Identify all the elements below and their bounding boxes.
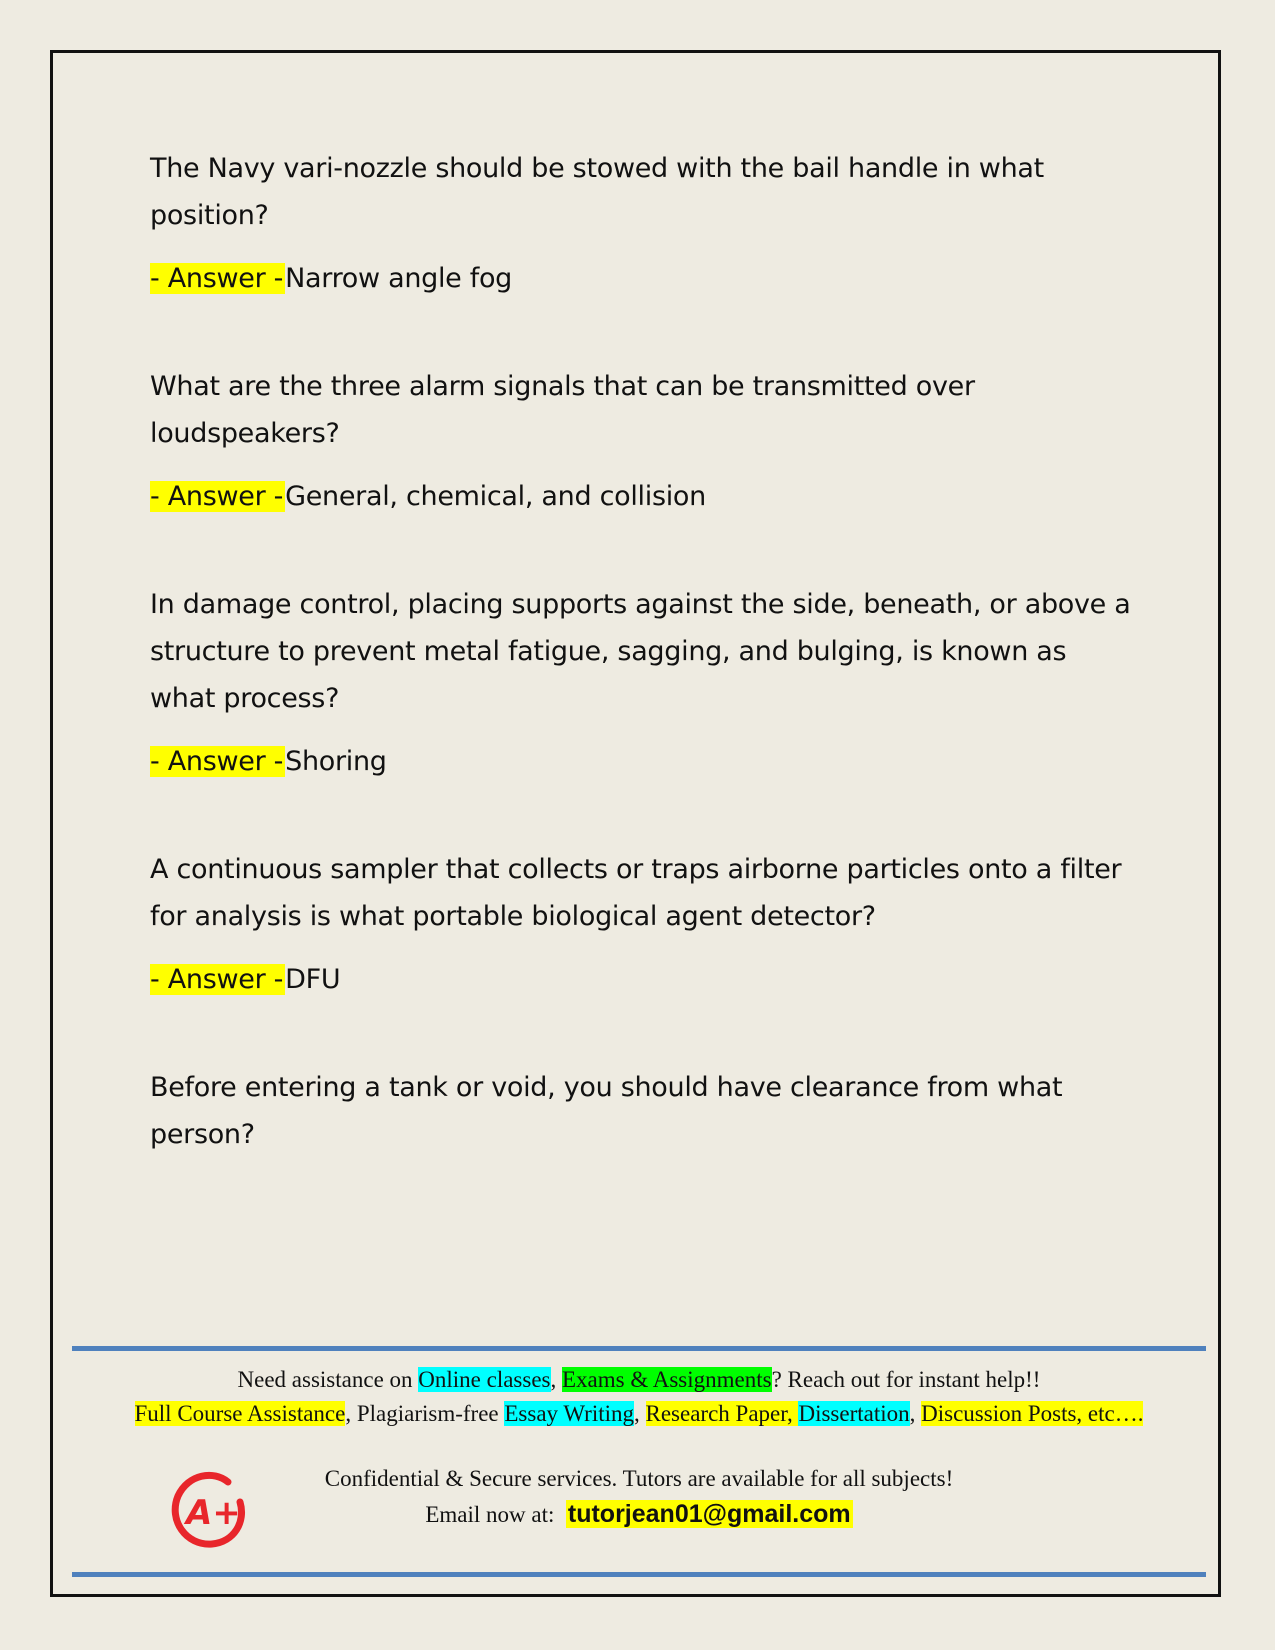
exams-assignments-link: Exams & Assignments bbox=[562, 1367, 772, 1392]
answer-label: - Answer - bbox=[150, 481, 284, 512]
answer-line bbox=[150, 742, 1135, 782]
footer-line-2 bbox=[72, 1401, 1206, 1427]
footer-text: , bbox=[634, 1401, 646, 1426]
footer-text: , Plagiarism-free bbox=[345, 1401, 505, 1426]
answer-text: DFU bbox=[285, 964, 341, 995]
footer-divider-top bbox=[72, 1346, 1206, 1351]
question-text: In damage control, placing supports against the side, beneath, or above a structure to prevent metal fatigue, sagging, and bulging, is known as what process? bbox=[150, 589, 1131, 714]
question-text: What are the three alarm signals that can be transmitted over loudspeakers? bbox=[150, 371, 975, 449]
footer-text: , bbox=[550, 1367, 562, 1392]
answer-line bbox=[150, 960, 1135, 1000]
qa-list bbox=[150, 145, 1135, 1222]
question-text: The Navy vari-nozzle should be stowed with the bail handle in what position? bbox=[150, 153, 1044, 231]
question-text: A continuous sampler that collects or traps airborne particles onto a filter for analysis is what portable biological agent detector? bbox=[150, 854, 1122, 932]
email-prefix: Email now at: bbox=[425, 1502, 555, 1527]
qa-item bbox=[150, 1064, 1135, 1158]
footer-divider-bottom bbox=[72, 1572, 1206, 1577]
answer-label: - Answer - bbox=[150, 746, 284, 777]
answer-label: - Answer - bbox=[150, 263, 284, 294]
qa-item bbox=[150, 846, 1135, 1000]
qa-item bbox=[150, 581, 1135, 782]
answer-line bbox=[150, 477, 1135, 517]
dissertation-text: Dissertation bbox=[798, 1401, 910, 1426]
footer-line-3: Confidential & Secure services. Tutors are available for all subjects! bbox=[324, 1466, 954, 1491]
answer-label: - Answer - bbox=[150, 964, 284, 995]
research-paper-text: Research Paper, bbox=[645, 1401, 799, 1426]
footer-text: , bbox=[909, 1401, 922, 1426]
footer-text: Need assistance on bbox=[237, 1367, 419, 1392]
answer-text: General, chemical, and collision bbox=[285, 481, 706, 512]
qa-item bbox=[150, 363, 1135, 517]
qa-item bbox=[150, 145, 1135, 299]
answer-line bbox=[150, 259, 1135, 299]
essay-writing-text: Essay Writing bbox=[504, 1401, 634, 1426]
discussion-posts-text: Discussion Posts, etc…. bbox=[921, 1401, 1144, 1426]
footer-line-1 bbox=[72, 1367, 1206, 1393]
email-link[interactable]: tutorjean01@gmail.com bbox=[567, 1500, 851, 1528]
footer-email-line bbox=[72, 1500, 1206, 1529]
answer-text: Shoring bbox=[285, 746, 387, 777]
answer-text: Narrow angle fog bbox=[285, 263, 513, 294]
online-classes-link: Online classes bbox=[418, 1367, 551, 1392]
logo-text: A+ bbox=[186, 1493, 241, 1533]
footer-text: ? Reach out for instant help!! bbox=[771, 1367, 1041, 1392]
question-text: Before entering a tank or void, you should have clearance from what person? bbox=[150, 1072, 1063, 1150]
full-course-text: Full Course Assistance bbox=[134, 1401, 346, 1426]
